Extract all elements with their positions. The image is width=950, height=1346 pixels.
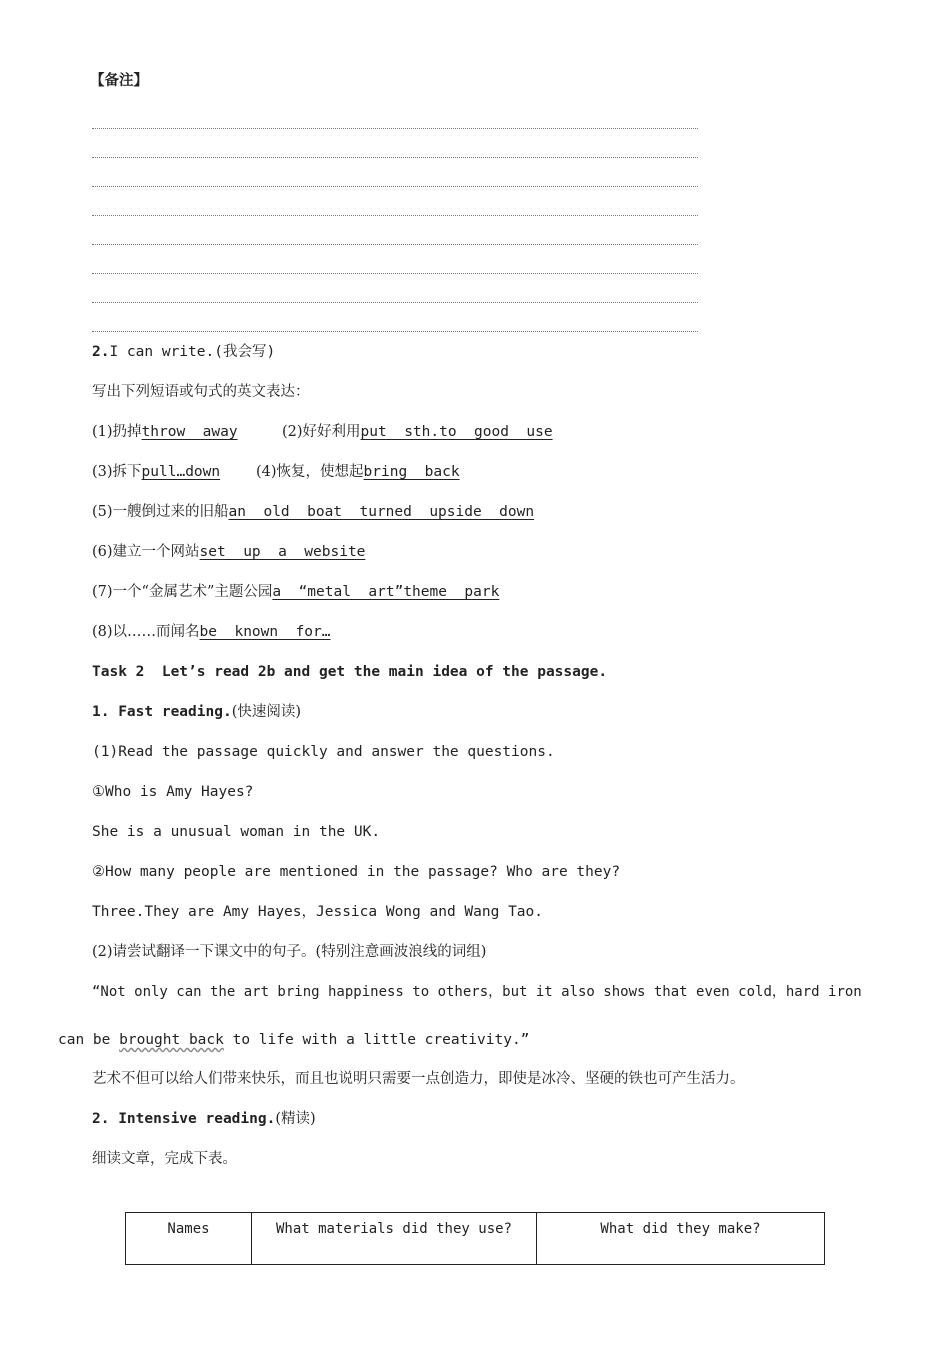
sentence-part: to life with a little creativity.” <box>223 1032 530 1048</box>
wavy-phrase: brought back <box>119 1032 224 1048</box>
task-title: Task 2 Let’s read 2b and get the main idea of the passage. <box>92 664 608 680</box>
phrase-answer: pull…down <box>141 464 221 480</box>
note-line <box>92 157 698 158</box>
phrase-prompt: (8)以……而闻名 <box>92 624 200 640</box>
note-line <box>92 302 698 303</box>
fast-reading-label: 1. Fast reading. <box>92 704 232 720</box>
section-title-text: I can write.(我会写) <box>109 344 276 360</box>
note-line <box>92 331 698 332</box>
phrase-item <box>92 422 238 442</box>
phrase-answer: a “metal art”theme park <box>272 584 500 600</box>
phrase-answer: put sth.to good use <box>360 424 553 440</box>
answer-1: She is a unusual woman in the UK. <box>92 824 381 840</box>
quoted-sentence-line1: “Not only can the art bring happiness to others，but it also shows that even cold，hard iron <box>92 984 862 1000</box>
phrase-prompt: (7)一个“金属艺术”主题公园 <box>92 584 273 600</box>
section-number: 2. <box>92 344 110 360</box>
section-title <box>92 342 275 362</box>
table-header-row <box>126 1213 825 1265</box>
question-2: ②How many people are mentioned in the passage? Who are they? <box>92 864 621 880</box>
reading-table <box>125 1212 825 1265</box>
question-intro: (1)Read the passage quickly and answer the questions. <box>92 744 555 760</box>
phrase-answer: throw away <box>141 424 238 440</box>
phrase-prompt: (4)恢复，使想起 <box>256 464 364 480</box>
quoted-sentence-line2 <box>58 1030 529 1050</box>
phrase-answer: bring back <box>363 464 460 480</box>
phrase-item <box>92 542 365 562</box>
phrase-prompt: (5)一艘倒过来的旧船 <box>92 504 229 520</box>
sentence-part: can be <box>58 1032 120 1048</box>
note-line <box>92 244 698 245</box>
phrase-prompt: (6)建立一个网站 <box>92 544 200 560</box>
table-header-made: What did they make? <box>537 1213 825 1265</box>
intensive-reading-label-cn: (精读) <box>275 1111 316 1127</box>
fast-reading-label-cn: (快速阅读) <box>231 704 302 720</box>
table-header-materials: What materials did they use? <box>252 1213 537 1265</box>
answer-2: Three.They are Amy Hayes，Jessica Wong and Wang Tao. <box>92 904 543 920</box>
phrase-item <box>256 462 460 482</box>
fast-reading-title <box>92 702 301 722</box>
notes-heading: 【备注】 <box>90 72 148 89</box>
phrase-answer: an old boat turned upside down <box>228 504 535 520</box>
phrase-answer: be known for… <box>199 624 331 640</box>
translate-prompt: (2)请尝试翻译一下课文中的句子。(特别注意画波浪线的词组) <box>92 944 487 960</box>
phrase-prompt: (1)扔掉 <box>92 424 142 440</box>
question-1: ①Who is Amy Hayes? <box>92 784 254 800</box>
phrase-item <box>92 622 331 642</box>
intensive-reading-label: 2. Intensive reading. <box>92 1111 276 1127</box>
phrase-prompt: (3)拆下 <box>92 464 142 480</box>
phrase-item <box>92 502 534 522</box>
note-line <box>92 215 698 216</box>
phrase-item <box>92 462 220 482</box>
phrase-item <box>282 422 553 442</box>
phrase-answer: set up a website <box>199 544 366 560</box>
instruction: 写出下列短语或句式的英文表达： <box>92 384 310 400</box>
phrase-prompt: (2)好好利用 <box>282 424 361 440</box>
translation: 艺术不但可以给人们带来快乐，而且也说明只需要一点创造力，即使是冰冷、坚硬的铁也可产生活力。 <box>92 1071 745 1087</box>
note-line <box>92 186 698 187</box>
note-line <box>92 128 698 129</box>
table-header-names: Names <box>126 1213 252 1265</box>
intensive-instruction: 细读文章，完成下表。 <box>92 1151 237 1167</box>
phrase-item <box>92 582 499 602</box>
intensive-reading-title <box>92 1109 316 1129</box>
note-line <box>92 273 698 274</box>
